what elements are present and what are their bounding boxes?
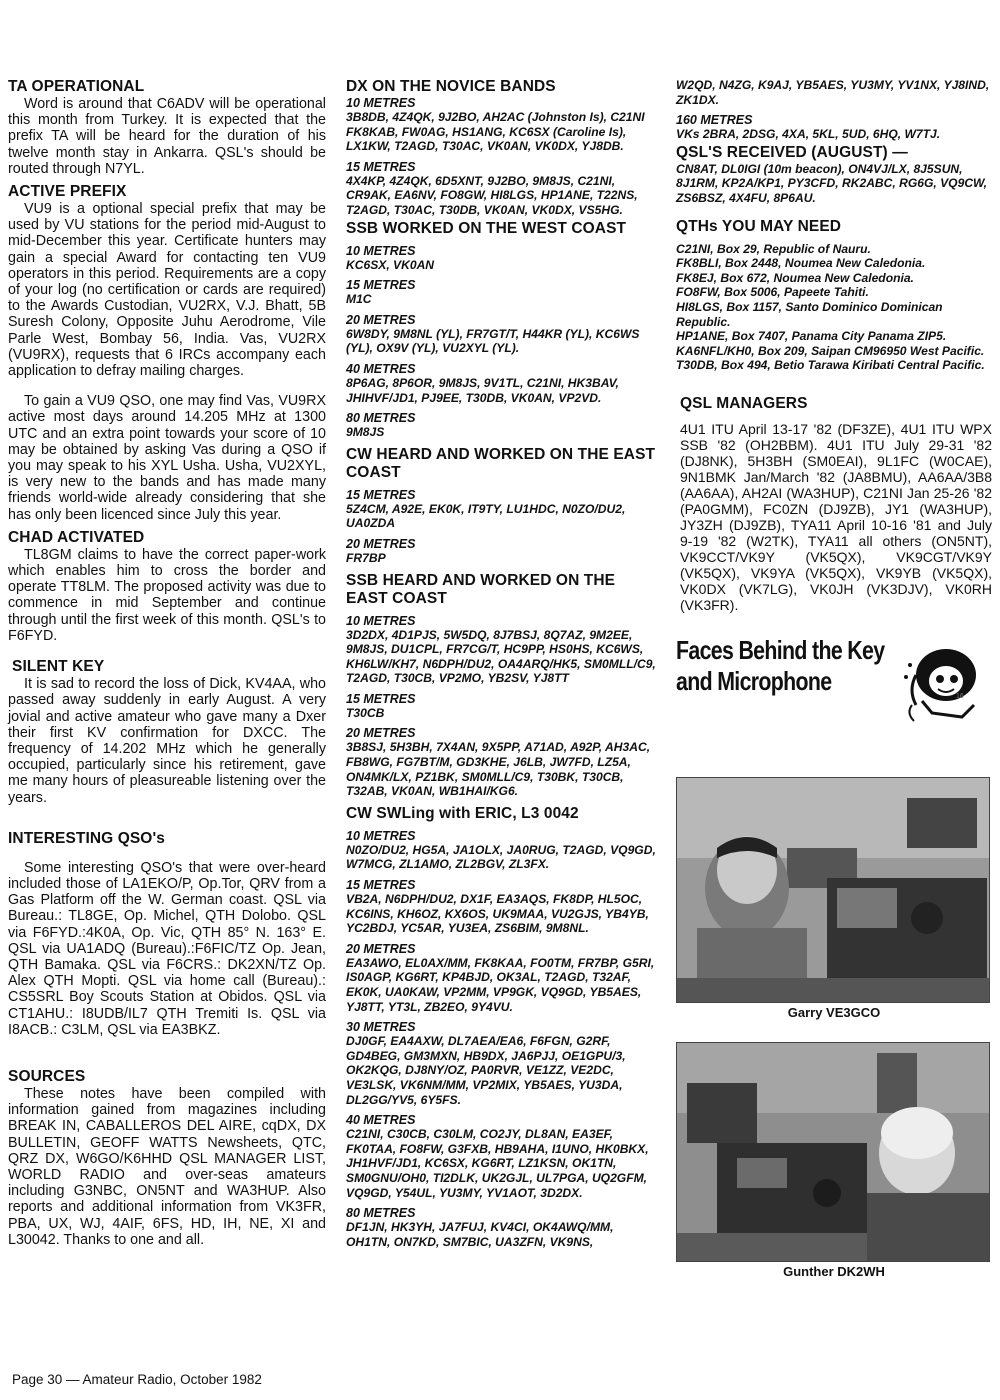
text-active-prefix-2: To gain a VU9 QSO, one may find Vas, VU9RX active most days around 14.205 MHz at 1300 UTC and an extra point towards your score of 10 may be obtained by asking Vas during a QSO if you may speak to his XYL Usha. Usha, VU2XYL, is very new to the bands and has made many friends world-wide already considering that she has only been licenced since July this year. [8,393,326,523]
qth-item: FO8FW, Box 5006, Papeete Tahiti. [676,285,869,300]
qth-item: KA6NFL/KH0, Box 209, Saipan CM96950 West Pacific. [676,343,985,358]
qth-list [676,242,992,373]
photo-garry [676,777,990,1003]
cartoon-operator-icon [902,635,992,730]
heading-ta-operational: TA OPERATIONAL [8,78,145,95]
band-label: 20 METRES [346,726,416,741]
band-label: 15 METRES [346,487,416,502]
band-label: 40 METRES [346,361,416,376]
band-label: 80 METRES [346,411,416,426]
callsign-list: 3B8DB, 4Z4QK, 9J2BO, AH2AC (Johnston Is), C21NI FK8KAB, FW0AG, HS1ANG, KC6SX (Caroline Is), LX1KW, T2AGD, T30AC, VK0AN, VK0DX, YJ8DB. [346,110,645,154]
callsign-list: VB2A, N6DPH/DU2, DX1F, EA3AQS, FK8DP, HL5OC, KC6INS, KH6OZ, KX6OS, UK9MAA, VU2GJS, YB4YB, YC2BDJ, YC5AR, YU3EA, ZS6BIM, 9M8NL. [346,892,649,936]
callsign-list: 3B8SJ, 5H3BH, 7X4AN, 9X5PP, A71AD, A92P, AH3AC, FB8WG, FG7BT/M, GD3KHE, J6LB, JW7FD, LZ5A, ON4MK/LX, PZ1BK, SM0MLL/C9, T30BK, T30CB, T32AB, VK0AN, WB1HAI/KG6. [346,740,651,799]
band-label: 15 METRES [346,691,416,706]
callsign-list: VKs 2BRA, 2DSG, 4XA, 5KL, 5UD, 6HQ, W7TJ. [676,127,941,142]
column-middle [346,78,660,1249]
band-label: 20 METRES [346,312,416,327]
qth-item: FK8EJ, Box 672, Noumea New Caledonia. [676,270,914,285]
band-label: 160 METRES [676,113,753,128]
text-sources: These notes have been compiled with information gained from magazines including BREAK IN, CABALLEROS DEL AIRE, cqDX, DX BULLETIN, GEOFF WATTS Newsheets, QTC, QRZ DX, W6GO/K6HHD QSL MANAGER LIST, WORLD RADIO and over-seas amateurs including G3NBC, ON5NT and WA3HUP. Also reports and additional information from VK3FR, PBA, UX, WJ, 4AIF, 6FS, HD, IH, NE, XI and L30042. Thanks to one and all. [8,1085,326,1248]
band-label: 15 METRES [346,878,416,893]
qth-item: FK8BLI, Box 2448, Noumea New Caledonia. [676,256,926,271]
callsign-list: EA3AWO, EL0AX/MM, FK8KAA, FO0TM, FR7BP, G5RI, IS0AGP, KG6RT, KP4BJD, OK3AL, T2AGD, T32AF, EK0K, UA0KAW, VP2MM, VP9GK, VQ9GD, YB5AES, YJ8TT, YT3L, ZB2EO, 9Y4VU. [346,955,655,1014]
photo-gunther-image [677,1043,989,1261]
heading-active-prefix: ACTIVE PREFIX [8,183,127,201]
qth-item: HP1ANE, Box 7407, Panama City Panama ZIP5. [676,329,947,344]
photo-garry-image [677,778,989,1002]
callsign-list: 9M8JS [346,425,385,440]
faces-title-line2: and Microphone [676,665,832,696]
callsign-list: CN8AT, DL0IGI (10m beacon), ON4VJ/LX, 8J5SUN, 8J1RM, KP2A/KP1, PY3CFD, RK2ABC, RG6G, VQ9CW, ZS6BSZ, 4X4FU, 8P6AU. [676,161,987,205]
band-label: 20 METRES [346,941,416,956]
heading-ssb-west-coast: SSB WORKED ON THE WEST COAST [346,219,627,237]
qth-item: C21NI, Box 29, Republic of Nauru. [676,241,871,256]
qth-item: T30DB, Box 494, Betio Tarawa Kiribati Central Pacific. [676,358,985,373]
band-label: 10 METRES [346,243,416,258]
column-left [8,78,326,1248]
caption-gunther: Gunther DK2WH [783,1263,885,1279]
heading-cw-east-coast: CW HEARD AND WORKED ON THE EAST COAST [346,445,656,481]
text-active-prefix-1: VU9 is a optional special prefix that may be used by VU stations for the period mid-August to mid-December this year. Certificate hunters may gain a special Award for contacting ten VU9 operators in this period. Requirements are a copy of your log (no certification or cards are required) to the Awards Custodian, VU2RX, V.J. Bhatt, 5B Suresh Colony, Opposite Juhu Aerodrome, Vile Parle West, Bombay 56, India. Vas, VU2RX (VU9RX), requests that 6 IRCs accompany each application to defray mailing charges. [8,201,326,380]
callsign-list: T30CB [346,705,385,720]
callsign-list: FR7BP [346,550,386,565]
band-label: 10 METRES [346,613,416,628]
band-label: 15 METRES [346,159,416,174]
callsign-list: KC6SX, VK0AN [346,257,435,272]
heading-qsl-managers: QSL MANAGERS [680,394,808,412]
callsign-list: 6W8DY, 9M8NL (YL), FR7GT/T, H44KR (YL), KC6WS (YL), OX9V (YL), VU2XYL (YL). [346,326,640,356]
callsign-list: M1C [346,292,372,307]
band-label: 30 METRES [346,1020,416,1035]
text-ta-operational: Word is around that C6ADV will be operational this month from Turkey. It is expected that the prefix TA will be heard for the duration of his twelve month stay in Ankarra. QSL's should be routed through N7YL. [8,96,326,177]
heading-ssb-east-coast: SSB HEARD AND WORKED ON THE EAST COAST [346,571,616,607]
callsign-list: DJ0GF, EA4AXW, DL7AEA/EA6, F6FGN, G2RF, GD4BEG, GM3MXN, HB9DX, JA6PJJ, OE1GPU/3, OK2KQG, DJ8NY/OZ, PA0RVR, VE1ZZ, VE2DC, VE3LSK, VK6NM/MM, VP2MIX, YB5AES, YU3DA, DL2GG/YV5, 6Y5FS. [346,1034,626,1107]
faces-header [676,635,992,735]
band-label: 40 METRES [346,1113,416,1128]
heading-cw-swling: CW SWLing with ERIC, L3 0042 [346,804,579,822]
callsign-list: DF1JN, HK3YH, JA7FUJ, KV4CI, OK4AWQ/MM, OH1TN, ON7KD, SM7BIC, UA3ZFN, VK9NS, [346,1220,614,1249]
heading-sources: SOURCES [8,1067,86,1085]
photo-gunther [676,1042,990,1262]
page-mark: 16 [956,693,964,700]
text-interesting-qso: Some interesting QSO's that were over-heard included those of LA1EKO/P, Op.Tor, QRV from a Gas Platform off the W. German coast. QSL via Bureau.: TL8GE, Op. Michel, QTH Dolobo. QSL via F6FYD.:4K0A, Op. Vic, QTH 85° N. 163° E. QSL via UA1ADQ (Bureau).:F6FIC/TZ Op. Jean, QTH Bamaka. QSL via F6CRS.: DK2XN/TZ Op. Alex QTH Mopti. QSL via home call (Bureau).: CS5SRL Boy Scouts Station at Obidos. QSL via CT1AHU.: I8UDB/IL7 QTH Tremiti Is. QSL via I8ACB.: C3LM, QSL via EA3BKZ. [8,859,326,1038]
callsign-list: 8P6AG, 8P6OR, 9M8JS, 9V1TL, C21NI, HK3BAV, JHIHVF/JD1, PJ9EE, T30DB, VK0AN, VP2VD. [346,375,619,405]
callsign-list: 5Z4CM, A92E, EK0K, IT9TY, LU1HDC, N0ZO/DU2, UA0ZDA [346,501,626,531]
callsign-list-continued: W2QD, N4ZG, K9AJ, YB5AES, YU3MY, YV1NX, YJ8IND, ZK1DX. [676,78,990,107]
faces-title-line1: Faces Behind the Key [676,634,885,665]
band-label: 80 METRES [346,1206,416,1221]
heading-silent-key: SILENT KEY [12,658,105,676]
callsign-list: 3D2DX, 4D1PJS, 5W5DQ, 8J7BSJ, 8Q7AZ, 9M2EE, 9M8JS, DU1CPL, FR7CG/T, HC9PP, HS0HS, KC6WS, KH6LW/KH7, N6DPH/DU2, OA4ARQ/HK5, SM0MLL/C9, T2AGD, T30CB, VP2MO, YB2SV, YJ8TT [346,627,656,686]
page-footer: Page 30 — Amateur Radio, October 1982 [12,1372,262,1387]
heading-chad-activated: CHAD ACTIVATED [8,528,145,546]
callsign-list: 4X4KP, 4Z4QK, 6D5XNT, 9J2BO, 9M8JS, C21NI, CR9AK, EA6NV, FO8GW, HI8LGS, HP1ANE, T22NS, T2AGD, T30AC, T30DB, VK0AN, VK0DX, VS5HG. [346,173,638,217]
callsign-list: N0ZO/DU2, HG5A, JA1OLX, JA0RUG, T2AGD, VQ9GD, W7MCG, ZL1AMO, ZL2BGV, ZL3FX. [346,842,656,872]
heading-qsls-received: QSL'S RECEIVED (AUGUST) — [676,143,908,161]
band-label: 10 METRES [346,96,416,110]
callsign-list: C21NI, C30CB, C30LM, CO2JY, DL8AN, EA3EF, FK0TAA, FO8FW, G3FXB, HB9AHA, I1UNO, HK0BKX, JH1HVF/JD1, KC6SX, KG6RT, LZ1KSN, OK1TN, SM0GNU/OH0, TI2DLK, UK2GJL, UL7PGA, UQ2GFM, VQ9GD, Y54UL, YU3MY, YV1AOT, 3D2DX. [346,1127,649,1200]
band-label: 10 METRES [346,828,416,843]
qth-item: HI8LGS, Box 1157, Santo Dominico Dominican Republic. [676,299,943,329]
column-right [676,78,992,1287]
text-chad-activated: TL8GM claims to have the correct paper-work which enables him to cross the border and operate TT8LM. The proposed activity was due to commence in mid September and continue through until the first week of this month. QSL's to F6FYD. [8,546,326,644]
heading-interesting-qso: INTERESTING QSO's [8,829,165,847]
caption-garry: Garry VE3GCO [787,1004,881,1020]
heading-qths: QTHs YOU MAY NEED [676,217,842,235]
heading-novice-bands: DX ON THE NOVICE BANDS [346,78,556,95]
text-silent-key: It is sad to record the loss of Dick, KV4AA, who passed away suddenly in early August. A very jovial and active amateur who gave many a Dxer their first KV confirmation for DXCC. The frequency of 14.202 MHz which he generally occupied, particularly since his retirement, gave me many hours of pleasureable listening over the years. [8,676,326,806]
text-qsl-managers: 4U1 ITU April 13-17 '82 (DF3ZE), 4U1 ITU WPX SSB '82 (OH2BBM). 4U1 ITU July 29-31 '82 (DJ8NK), 5H3BH (SM0EAI), 9L1FC (W0CAE), 9N1BMK Jan/March '82 (JA8BMU), AA6AA/3B8 (AA6AA), AH2AI (WA3HUP), C21NI Jan 25-26 '82 (PA0GMM), FC0ZN (DJ9ZB), JY1 (WA3HUP), JY3ZH (DJ9ZB), TYA11 April 10-16 '81 and July 9-19 '82 (W2TK), TYA11 all others (ON5NT), VK9CCT/VK9Y (VK5QX), VK9CGT/VK9Y (VK5QX), VK9YA (VK5QX), VK9YB (VK5QX), VK0DX (VK7LG), VK0JH (VK3DJV), VK0RH (VK3FR). [680,420,992,613]
band-label: 20 METRES [346,536,416,551]
band-label: 15 METRES [346,278,416,293]
